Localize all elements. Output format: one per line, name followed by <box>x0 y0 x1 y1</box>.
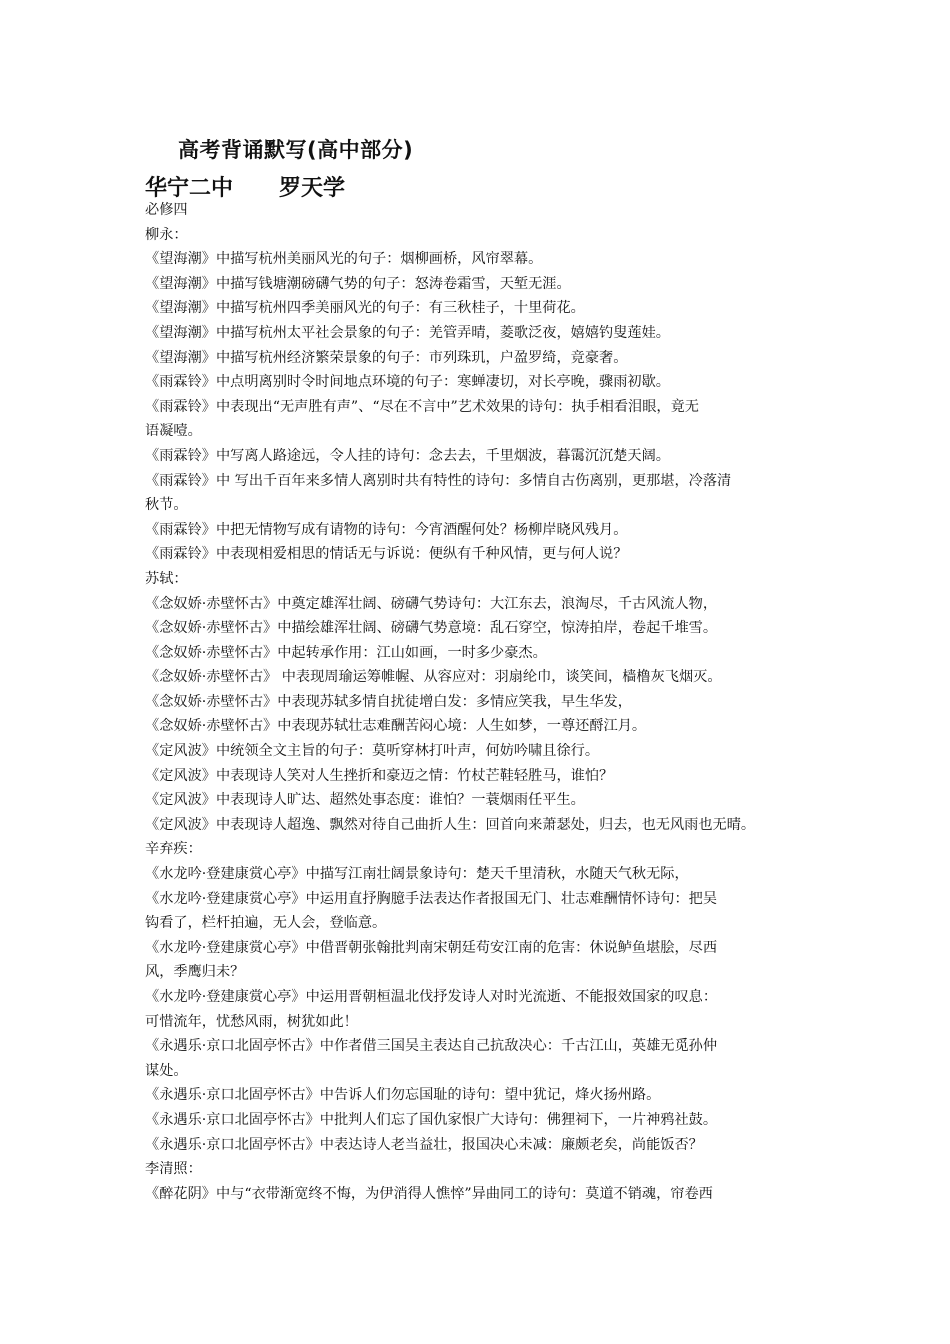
text-line: 《望海潮》中描写杭州四季美丽风光的句子：有三秋桂子，十里荷花。 <box>145 300 585 317</box>
text-line: 《望海潮》中描写杭州太平社会景象的句子：羌管弄晴，菱歌泛夜，嬉嬉钓叟莲娃。 <box>145 324 670 341</box>
text-line: 《雨霖铃》中点明离别时令时间地点环境的句子：寒蝉凄切，对长亭晚，骤雨初歇。 <box>145 374 670 391</box>
text-line: 辛弃疾： <box>145 841 202 858</box>
text-line: 《雨霖铃》中写离人路途远，令人挂的诗句：念去去，千里烟波，暮霭沉沉楚天阔。 <box>145 447 670 464</box>
text-line: 谋处。 <box>145 1062 188 1079</box>
text-line: 《念奴娇·赤壁怀古》中表现苏轼壮志难酬苦闷心境：人生如梦，一尊还酹江月。 <box>145 718 647 735</box>
text-line: 《永遇乐·京口北固亭怀古》中表达诗人老当益壮，报国决心未减：廉颇老矣，尚能饭否？ <box>145 1136 703 1153</box>
document-subtitle: 华宁二中 罗天学 <box>145 176 345 201</box>
text-line: 《雨霖铃》中表现相爱相思的情话无与诉说：便纵有千种风情，更与何人说？ <box>145 546 628 563</box>
text-line: 《永遇乐·京口北固亭怀古》中批判人们忘了国仇家恨广大诗句：佛狸祠下，一片神鸦社鼓。 <box>145 1111 718 1128</box>
text-line: 《水龙吟·登建康赏心亭》中运用直抒胸臆手法表达作者报国无门、壮志难酬情怀诗句：把吴 <box>145 890 718 907</box>
text-line: 《水龙吟·登建康赏心亭》中借晋朝张翰批判南宋朝廷苟安江南的危害：休说鲈鱼堪脍，尽西 <box>145 939 718 956</box>
text-line: 风，季鹰归未？ <box>145 964 245 981</box>
text-line: 《定风波》中表现诗人旷达、超然处事态度：谁怕？一蓑烟雨任平生。 <box>145 792 585 809</box>
text-line: 柳永： <box>145 226 188 243</box>
text-line: 《念奴娇·赤壁怀古》 中表现周瑜运筹帷幄、从容应对：羽扇纶巾，谈笑间，樯橹灰飞烟灭。 <box>145 669 722 686</box>
text-line: 《望海潮》中描写杭州经济繁荣景象的句子：市列珠玑，户盈罗绮，竞豪奢。 <box>145 349 628 366</box>
text-line: 钩看了，栏杆拍遍，无人会，登临意。 <box>145 915 387 932</box>
text-line: 《永遇乐·京口北固亭怀古》中作者借三国吴主表达自己抗敌决心：千古江山，英雄无觅孙仲 <box>145 1038 718 1055</box>
text-line: 《醉花阴》中与“衣带渐宽终不悔，为伊消得人憔悴”异曲同工的诗句：莫道不销魂，帘卷西 <box>145 1185 713 1202</box>
text-line: 《定风波》中统领全文主旨的句子：莫听穿林打叶声，何妨吟啸且徐行。 <box>145 743 600 760</box>
text-line: 《念奴娇·赤壁怀古》中表现苏轼多情自扰徒增白发：多情应笑我，早生华发， <box>145 693 632 710</box>
text-line: 《水龙吟·登建康赏心亭》中运用晋朝桓温北伐抒发诗人对时光流逝、不能报效国家的叹息： <box>145 989 718 1005</box>
text-line: 《永遇乐·京口北固亭怀古》中告诉人们勿忘国耻的诗句：望中犹记，烽火扬州路。 <box>145 1087 661 1104</box>
document-body <box>145 198 825 1206</box>
text-line: 《雨霖铃》中表现出“无声胜有声”、“尽在不言中”艺术效果的诗句：执手相看泪眼，竟无 <box>145 398 699 415</box>
document-title: 高考背诵默写(高中部分) <box>178 138 414 162</box>
text-line: 《雨霖铃》中把无情物写成有请物的诗句：今宵酒醒何处？杨柳岸晓风残月。 <box>145 521 628 538</box>
text-line: 《望海潮》中描写钱塘潮磅礴气势的句子：怒涛卷霜雪，天堑无涯。 <box>145 275 571 292</box>
text-line: 《定风波》中表现诗人超逸、飘然对待自己曲折人生：回首向来萧瑟处，归去，也无风雨也无晴。 <box>145 816 756 833</box>
text-line: 苏轼： <box>145 570 188 587</box>
text-line: 《定风波》中表现诗人笑对人生挫折和豪迈之情：竹杖芒鞋轻胜马，谁怕？ <box>145 767 614 784</box>
text-line: 语凝噎。 <box>145 423 202 440</box>
text-line: 秋节。 <box>145 497 188 514</box>
text-line: 李清照： <box>145 1161 202 1178</box>
text-line: 《念奴娇·赤壁怀古》中奠定雄浑壮阔、磅礴气势诗句：大江东去，浪淘尽，千古风流人物， <box>145 595 718 612</box>
text-line: 《念奴娇·赤壁怀古》中起转承作用：江山如画，一时多少豪杰。 <box>145 644 547 661</box>
text-line: 《水龙吟·登建康赏心亭》中描写江南壮阔景象诗句：楚天千里清秋，水随天气秋无际， <box>145 866 689 883</box>
text-line: 《望海潮》中描写杭州美丽风光的句子：烟柳画桥，风帘翠幕。 <box>145 251 543 268</box>
text-line: 《念奴娇·赤壁怀古》中描绘雄浑壮阔、磅礴气势意境：乱石穿空，惊涛拍岸，卷起千堆雪。 <box>145 620 718 637</box>
text-line: 可惜流年，忧愁风雨，树犹如此！ <box>145 1013 358 1030</box>
text-line: 必修四 <box>145 202 188 218</box>
text-line: 《雨霖铃》中 写出千百年来多情人离别时共有特性的诗句：多情自古伤离别，更那堪，冷落清 <box>145 472 732 489</box>
